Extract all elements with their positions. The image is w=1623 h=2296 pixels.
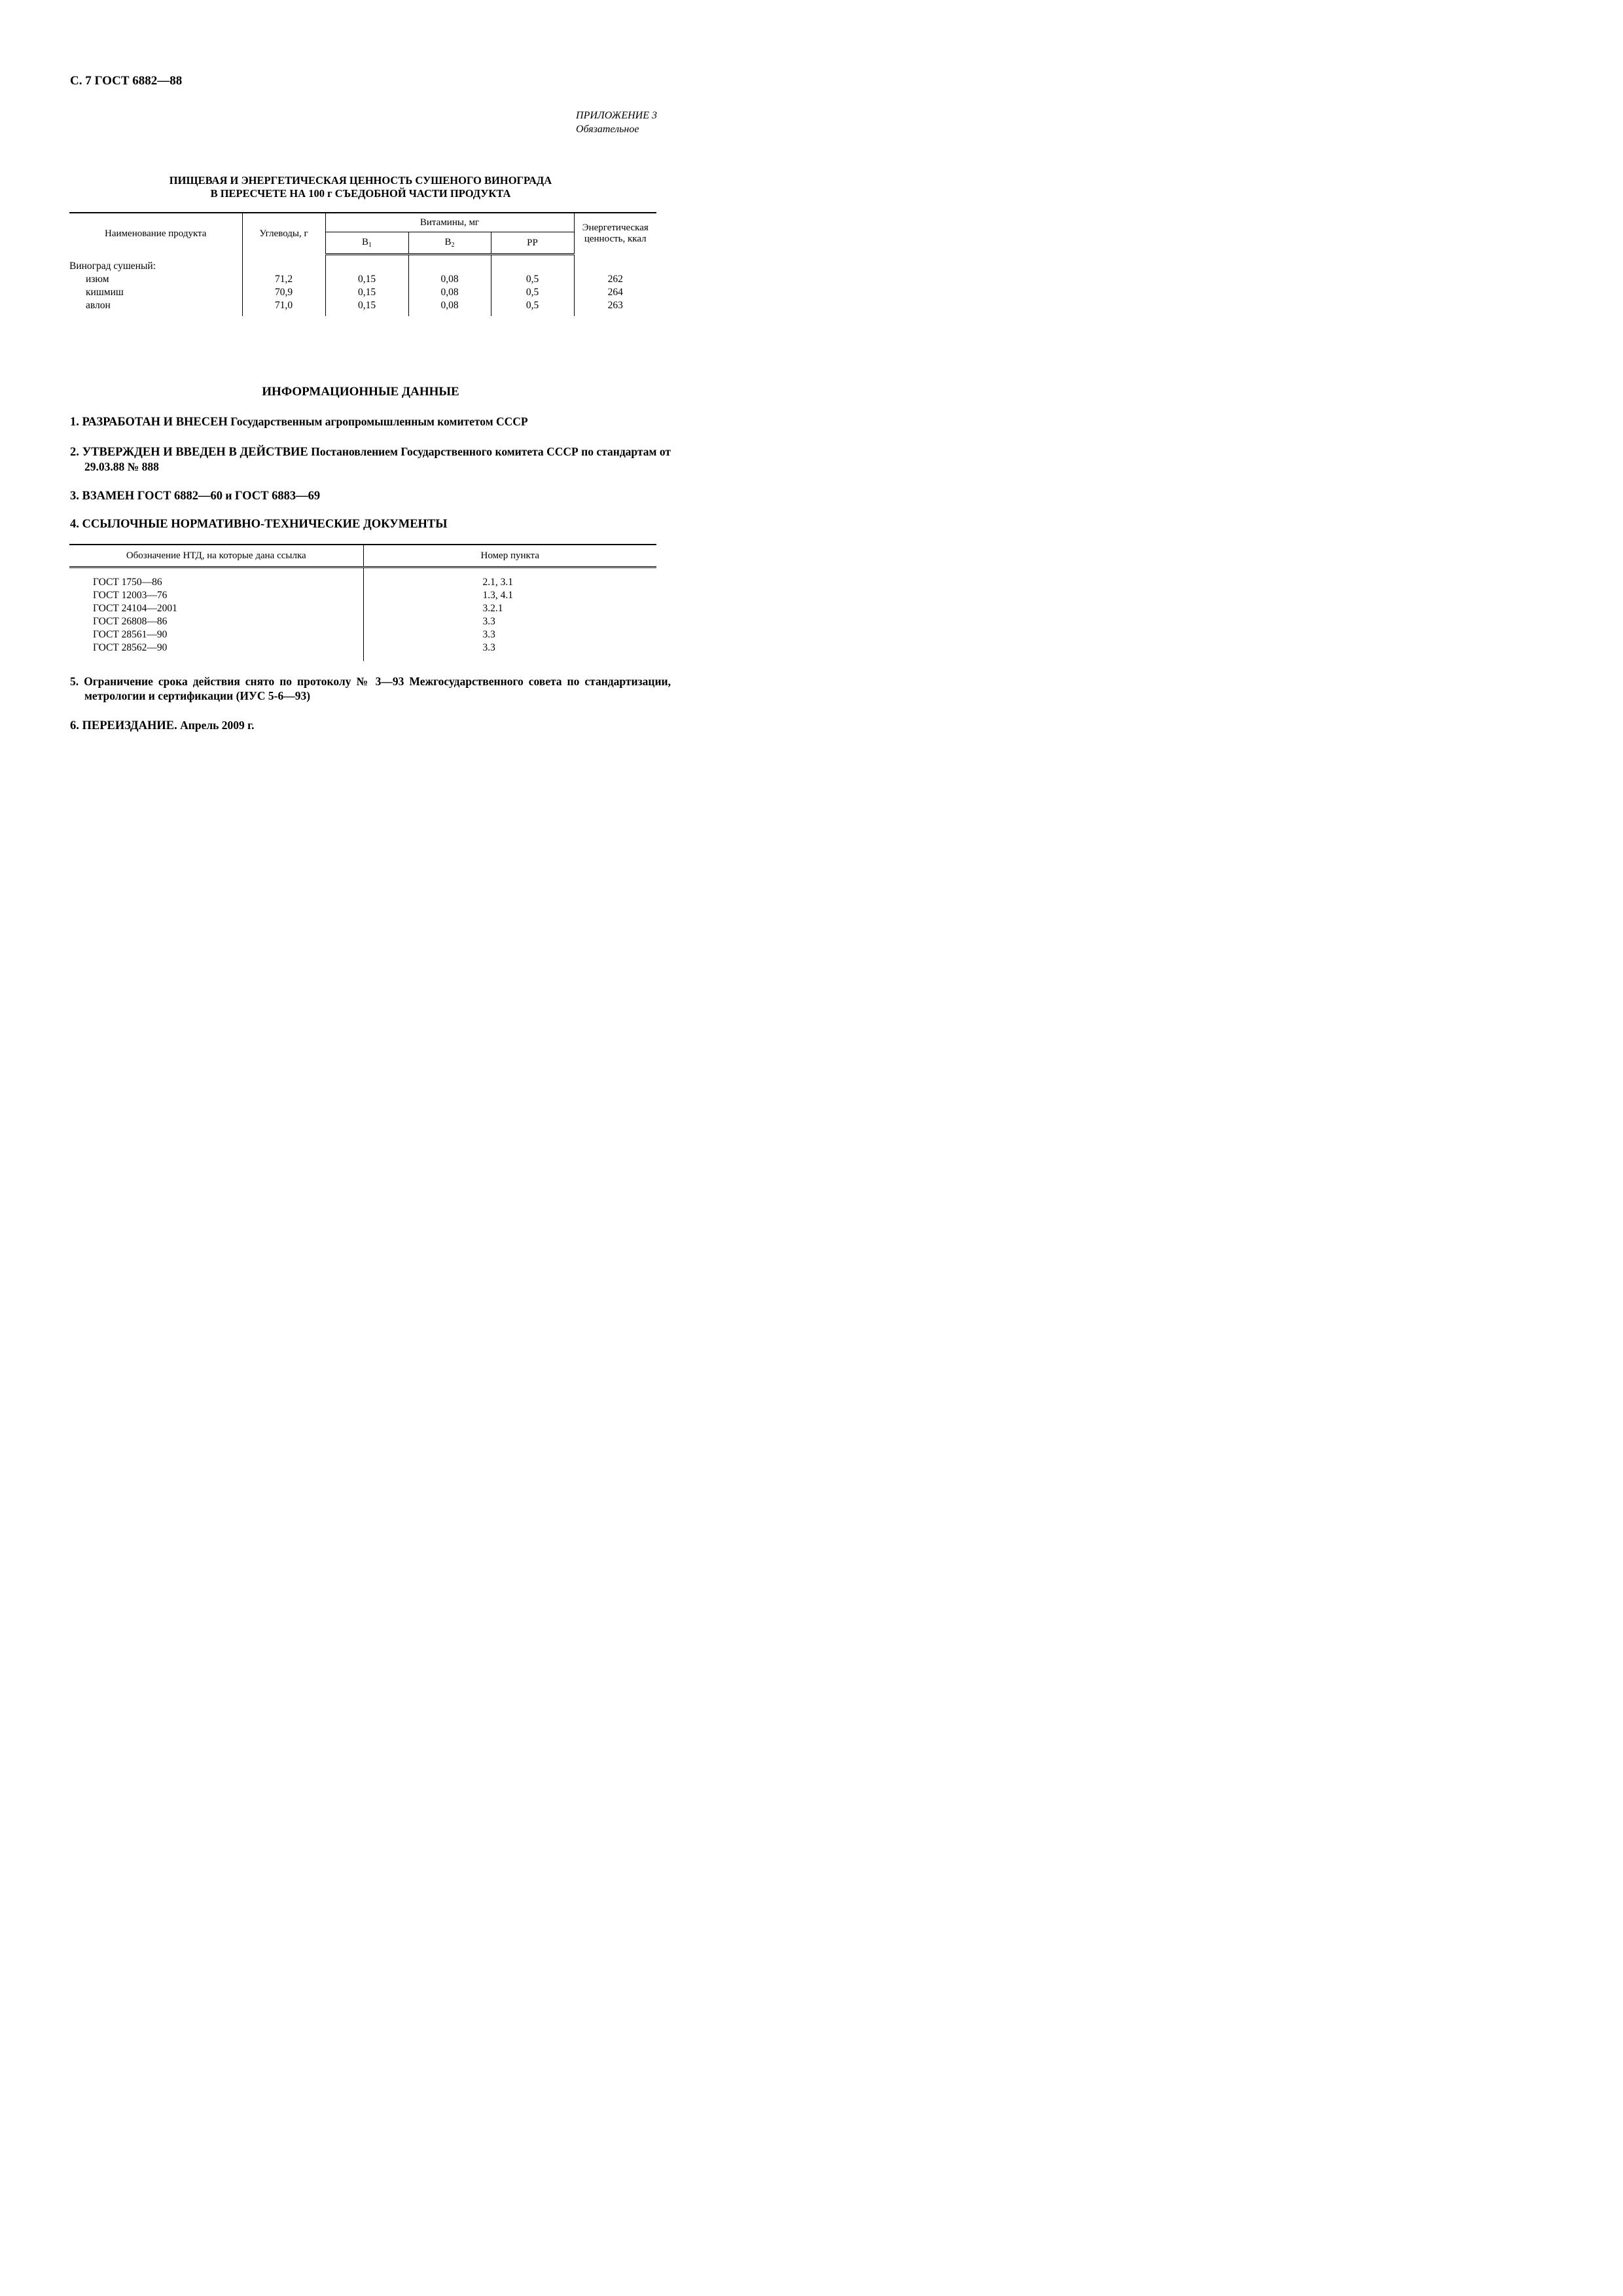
table-row bbox=[69, 615, 656, 628]
pp-value: 0,5 bbox=[491, 299, 574, 316]
header-b1 bbox=[325, 232, 408, 255]
header-b1-letter: B bbox=[361, 237, 368, 247]
info-item-6 bbox=[70, 718, 656, 733]
pp-value: 0,5 bbox=[491, 286, 574, 299]
info-section-title: ИНФОРМАЦИОННЫЕ ДАННЫЕ bbox=[262, 385, 459, 399]
carbs-value: 71,2 bbox=[242, 273, 325, 286]
b2-value: 0,08 bbox=[408, 286, 491, 299]
b1-value: 0,15 bbox=[325, 286, 408, 299]
table1-title bbox=[0, 174, 721, 200]
energy-value: 264 bbox=[607, 286, 623, 298]
group-label: Виноград сушеный: bbox=[69, 255, 242, 273]
header-energy-line1: Энергетическая bbox=[582, 223, 649, 234]
table-row bbox=[69, 567, 656, 590]
appendix-label bbox=[576, 109, 657, 136]
reference-doc: ГОСТ 26808—86 bbox=[69, 615, 363, 628]
header-pp: PP bbox=[491, 232, 574, 255]
info-item-1-text: Государственным агропромышленным комитетом СССР bbox=[227, 415, 528, 428]
header-b2-letter: B bbox=[444, 237, 452, 247]
carbs-value: 71,0 bbox=[242, 299, 325, 316]
nutrition-table bbox=[69, 212, 656, 316]
reference-doc: ГОСТ 28562—90 bbox=[69, 641, 363, 661]
info-item-6-text: Апрель 2009 г. bbox=[177, 719, 255, 732]
carbs-value: 70,9 bbox=[242, 286, 325, 299]
info-item-2-text: Постановлением Государственного комитета СССР по стандартам от 29.03.88 № 888 bbox=[84, 445, 671, 473]
info-item-3-mid: и bbox=[223, 489, 235, 502]
info-item-1 bbox=[70, 414, 656, 429]
appendix-number: ПРИЛОЖЕНИЕ 3 bbox=[576, 110, 657, 121]
table-row bbox=[69, 628, 656, 641]
info-item-2 bbox=[70, 444, 671, 474]
header-b2-sub: 2 bbox=[451, 242, 455, 249]
info-item-3-label: 3. ВЗАМЕН ГОСТ 6882—60 bbox=[70, 490, 223, 503]
pp-value: 0,5 bbox=[491, 273, 574, 286]
b1-value: 0,15 bbox=[325, 299, 408, 316]
table-row bbox=[69, 589, 656, 602]
table-row bbox=[69, 602, 656, 615]
reference-doc: ГОСТ 28561—90 bbox=[69, 628, 363, 641]
reference-doc: ГОСТ 1750—86 bbox=[69, 567, 363, 590]
info-item-1-label: 1. РАЗРАБОТАН И ВНЕСЕН bbox=[70, 416, 228, 429]
info-item-4 bbox=[70, 516, 656, 531]
clause-number: 3.3 bbox=[482, 629, 495, 640]
table-row bbox=[69, 299, 656, 316]
table-row bbox=[69, 641, 656, 661]
clause-number: 3.3 bbox=[482, 616, 495, 627]
info-item-2-label: 2. УТВЕРЖДЕН И ВВЕДЕН В ДЕЙСТВИЕ bbox=[70, 446, 308, 459]
header-reference: Обозначение НТД, на которые дана ссылка bbox=[69, 545, 363, 567]
info-item-5: 5. Ограничение срока действия снято по протоколу № 3—93 Межгосударственного совета по стандартизации, метрологии и сертификации (ИУС 5-6—93) bbox=[70, 675, 671, 702]
appendix-status: Обязательное bbox=[576, 124, 639, 135]
table1-title-line2: В ПЕРЕСЧЕТЕ НА 100 г СЪЕДОБНОЙ ЧАСТИ ПРОДУКТА bbox=[210, 187, 511, 200]
header-energy-line2: ценность, ккал bbox=[584, 234, 647, 245]
product-name: изюм bbox=[69, 273, 242, 286]
product-name: авлон bbox=[69, 299, 242, 316]
reference-doc: ГОСТ 24104—2001 bbox=[69, 602, 363, 615]
page-header: С. 7 ГОСТ 6882—88 bbox=[70, 74, 183, 88]
header-product: Наименование продукта bbox=[69, 213, 242, 255]
references-table bbox=[69, 544, 656, 661]
table1-title-line1: ПИЩЕВАЯ И ЭНЕРГЕТИЧЕСКАЯ ЦЕННОСТЬ СУШЕНОГО ВИНОГРАДА bbox=[169, 174, 552, 187]
clause-number: 3.2.1 bbox=[482, 603, 503, 614]
energy-value: 262 bbox=[607, 273, 623, 285]
product-name: кишмиш bbox=[69, 286, 242, 299]
header-clause: Номер пункта bbox=[363, 545, 656, 567]
info-item-3-tail: ГОСТ 6883—69 bbox=[234, 490, 321, 503]
header-carbs: Углеводы, г bbox=[242, 213, 325, 255]
header-energy bbox=[574, 213, 656, 255]
info-item-4-label: 4. ССЫЛОЧНЫЕ НОРМАТИВНО-ТЕХНИЧЕСКИЕ ДОКУМЕНТЫ bbox=[70, 518, 448, 531]
info-item-6-label: 6. ПЕРЕИЗДАНИЕ. bbox=[70, 719, 177, 732]
b2-value: 0,08 bbox=[408, 299, 491, 316]
header-b1-sub: 1 bbox=[368, 242, 372, 249]
info-item-3 bbox=[70, 488, 656, 503]
table-row bbox=[69, 255, 656, 273]
clause-number: 3.3 bbox=[482, 642, 495, 653]
reference-doc: ГОСТ 12003—76 bbox=[69, 589, 363, 602]
table-row bbox=[69, 286, 656, 299]
clause-number: 2.1, 3.1 bbox=[482, 577, 513, 588]
header-b2 bbox=[408, 232, 491, 255]
b1-value: 0,15 bbox=[325, 273, 408, 286]
b2-value: 0,08 bbox=[408, 273, 491, 286]
clause-number: 1.3, 4.1 bbox=[482, 590, 513, 601]
table-row bbox=[69, 273, 656, 286]
header-vitamins: Витамины, мг bbox=[325, 213, 574, 232]
energy-value: 263 bbox=[607, 299, 623, 311]
